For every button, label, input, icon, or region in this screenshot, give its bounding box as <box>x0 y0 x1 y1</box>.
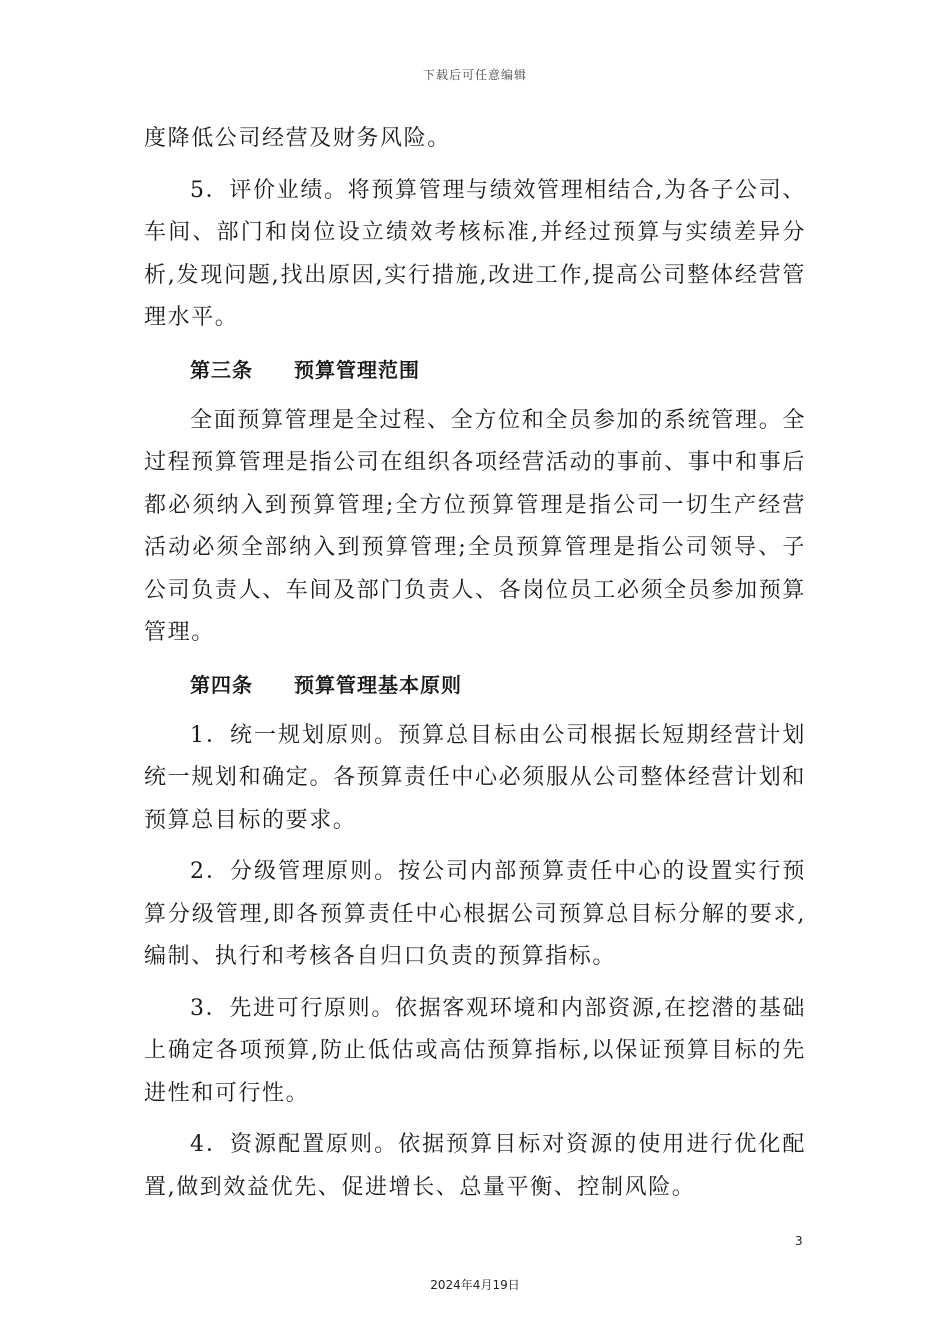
paragraph-evaluate-performance: 5．评价业绩。将预算管理与绩效管理相结合,为各子公司、车间、部门和岗位设立绩效考核标准,并经过预算与实绩差异分析,发现问题,找出原因,实行措施,改进工作,提高公司整体经营管理水平。 <box>144 177 806 330</box>
document-body <box>144 118 806 1218</box>
paragraph-tiered-management: 2．分级管理原则。按公司内部预算责任中心的设置实行预算分级管理,即各预算责任中心根据公司预算总目标分解的要求,编制、执行和考核各自归口负责的预算指标。 <box>144 859 806 969</box>
article-3-title: 预算管理范围 <box>294 357 420 382</box>
paragraph-resource-allocation: 4．资源配置原则。依据预算目标对资源的使用进行优化配置,做到效益优先、促进增长、总量平衡、控制风险。 <box>144 1132 806 1200</box>
article-4-title: 预算管理基本原则 <box>294 672 462 697</box>
paragraph-continuation: 度降低公司经营及财务风险。 <box>144 126 451 151</box>
article-4-heading <box>144 664 806 706</box>
article-3-number: 第三条 <box>190 357 253 382</box>
page-header: 下载后可任意编辑 <box>422 68 527 82</box>
article-4-number: 第四条 <box>190 672 253 697</box>
paragraph-unified-planning: 1．统一规划原则。预算总目标由公司根据长短期经营计划统一规划和确定。各预算责任中心必须服从公司整体经营计划和预算总目标的要求。 <box>144 722 806 833</box>
page-footer-date: 2024年4月19日 <box>430 1278 520 1292</box>
article-3-heading <box>144 349 806 391</box>
paragraph-budget-scope: 全面预算管理是全过程、全方位和全员参加的系统管理。全过程预算管理是指公司在组织各项经营活动的事前、事中和事后都必须纳入到预算管理;全方位预算管理是指公司一切生产经营活动必须全部纳入到预算管理;全员预算管理是指公司领导、子公司负责人、车间及部门负责人、各岗位员工必须全员参加预算管理。 <box>144 407 806 645</box>
page-number: 3 <box>795 1234 803 1248</box>
paragraph-advanced-feasible: 3．先进可行原则。依据客观环境和内部资源,在挖潜的基础上确定各项预算,防止低估或高估预算指标,以保证预算目标的先进性和可行性。 <box>144 995 806 1106</box>
